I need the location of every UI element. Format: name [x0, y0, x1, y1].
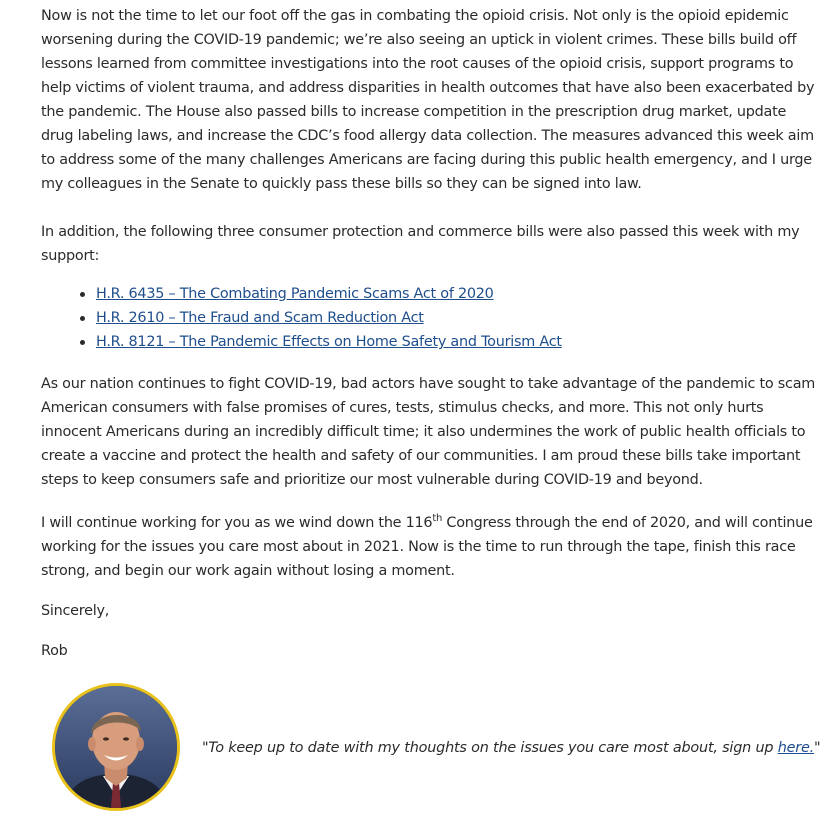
paragraph-continue-working-start: I will continue working for you as we wind down the 116 — [41, 515, 433, 531]
bill-list — [41, 282, 816, 354]
paragraph-consumer-bills-intro: In addition, the following three consumer protection and commerce bills were also passed this week with my support: — [41, 224, 800, 264]
bill-link-hr-8121[interactable]: H.R. 8121 – The Pandemic Effects on Home Safety and Tourism Act — [96, 334, 562, 350]
list-item — [96, 282, 816, 306]
signup-quote-text: "To keep up to date with my thoughts on the issues you care most about, sign up — [202, 740, 778, 756]
list-item — [96, 306, 816, 330]
signup-link[interactable]: here. — [777, 740, 815, 756]
signup-section — [52, 683, 821, 811]
paragraph-continue-working-end: Congress through the end of 2020, and will continue working for the issues you care most about in 2021. Now is the time to run through the tape, finish this race strong, and begin our work again without losing a moment. — [41, 515, 813, 579]
ordinal-suffix: th — [432, 513, 443, 525]
bill-link-hr-6435[interactable]: H.R. 6435 – The Combating Pandemic Scams Act of 2020 — [96, 286, 494, 302]
paragraph-opioid-crisis: Now is not the time to let our foot off the gas in combating the opioid crisis. Not only is the opioid epidemic worsening during the COVID-19 pandemic; we’re also seeing an uptick in violent crimes. These bills build off lessons learned from committee investigations into the root causes of the opioid crisis, support programs to help victims of violent trauma, and address disparities in health outcomes that have also been exacerbated by the pandemic. The House also passed bills to increase competition in the prescription drug market, update drug labeling laws, and increase the CDC’s food allergy data collection. The measures advanced this week aim to address some of the many challenges Americans are facing during this public health emergency, and I urge my colleagues in the Senate to quickly pass these bills so they can be signed into law. — [41, 8, 815, 192]
paragraph-covid-scams: As our nation continues to fight COVID-19, bad actors have sought to take advantage of the pandemic to scam American consumers with false promises of cures, tests, stimulus checks, and more. This not only hurts innocent Americans during an incredibly difficult time; it also undermines the work of public health officials to create a vaccine and protect the health and safety of our communities. I am proud these bills take important steps to keep consumers safe and prioritize our most vulnerable during COVID-19 and beyond. — [41, 376, 816, 488]
avatar — [52, 683, 180, 811]
signup-quote-end: " — [814, 740, 821, 756]
bill-link-hr-2610[interactable]: H.R. 2610 – The Fraud and Scam Reduction Act — [96, 310, 424, 326]
closing: Sincerely, — [41, 603, 110, 619]
portrait-image — [55, 686, 177, 808]
paragraph-continue-working — [41, 511, 816, 583]
signup-quote — [202, 736, 820, 760]
signature: Rob — [41, 643, 68, 659]
letter-body — [41, 4, 816, 663]
list-item — [96, 330, 816, 354]
